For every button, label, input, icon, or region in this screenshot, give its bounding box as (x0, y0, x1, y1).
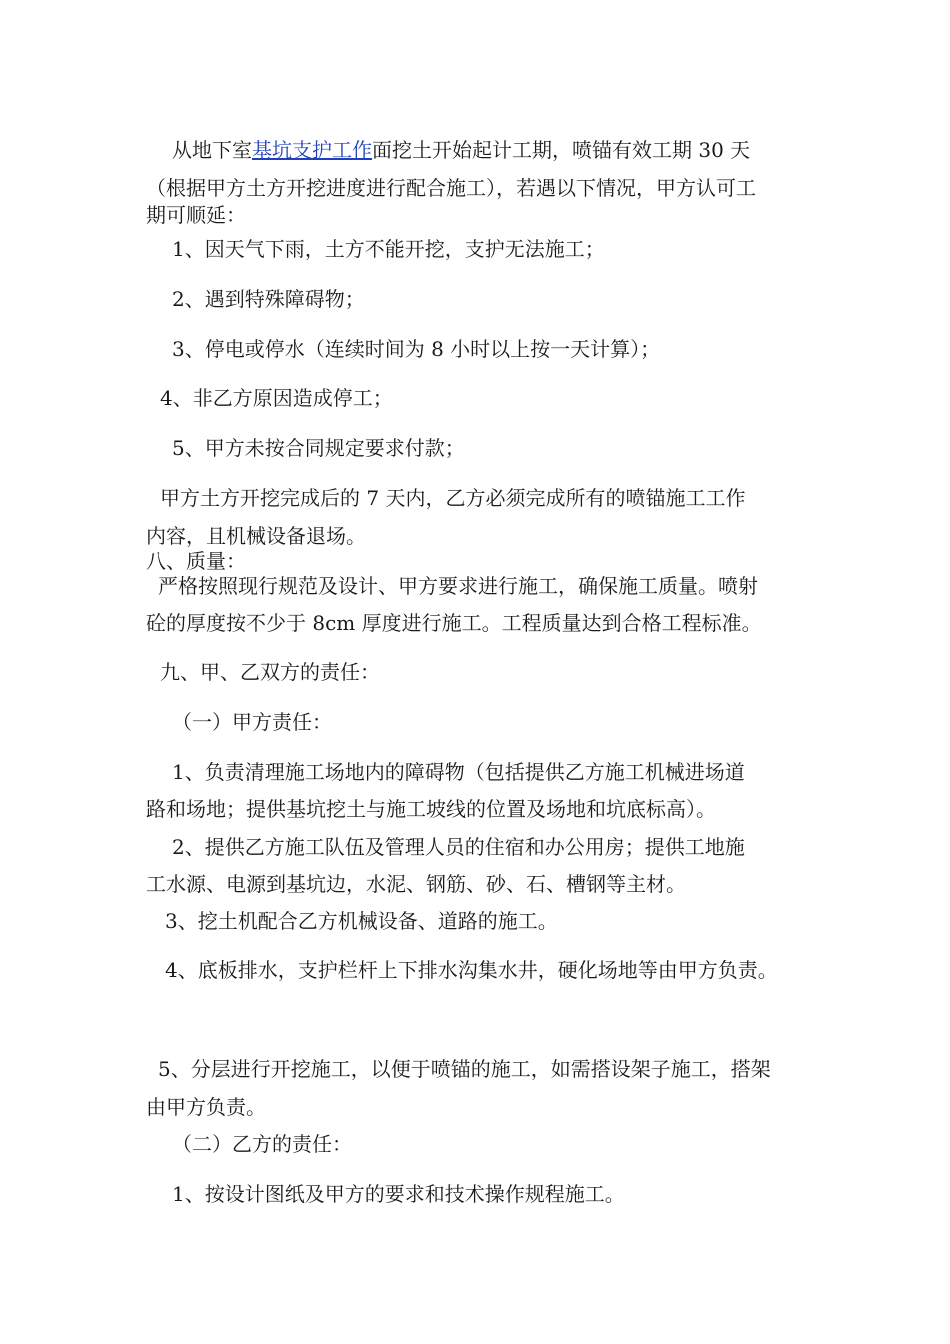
section8-heading: 八、质量： (146, 549, 246, 573)
party-a-item5-line1: 5、分层进行开挖施工，以便于喷锚的施工，如需搭设架子施工，搭架 (158, 1057, 771, 1081)
list-item-5: 5、甲方未按合同规定要求付款； (172, 436, 465, 460)
party-a-item5-line2: 由甲方负责。 (146, 1095, 266, 1119)
party-a-item1-line2: 路和场地；提供基坑挖土与施工坡线的位置及场地和坑底标高）。 (146, 797, 716, 821)
p1-line2: （根据甲方土方开挖进度进行配合施工），若遇以下情况，甲方认可工 (146, 176, 756, 200)
section9-heading: 九、甲、乙双方的责任： (160, 660, 380, 684)
list-item-1: 1、因天气下雨，土方不能开挖，支护无法施工； (172, 237, 605, 261)
p1-text-before: 从地下室 (172, 138, 252, 162)
party-b-item1: 1、按设计图纸及甲方的要求和技术操作规程施工。 (172, 1182, 625, 1206)
list-item-4: 4、非乙方原因造成停工； (160, 386, 393, 410)
section8-line2: 砼的厚度按不少于 8cm 厚度进行施工。工程质量达到合格工程标准。 (146, 611, 762, 635)
p1-text-after: 面挖土开始起计工期，喷锚有效工期 30 天 (372, 138, 751, 162)
section8-line1: 严格按照现行规范及设计、甲方要求进行施工，确保施工质量。喷射 (158, 574, 758, 598)
party-b-subheading: （二）乙方的责任： (172, 1132, 352, 1156)
party-a-subheading: （一）甲方责任： (172, 710, 332, 734)
party-a-item4: 4、底板排水，支护栏杆上下排水沟集水井，硬化场地等由甲方负责。 (165, 958, 778, 982)
p1-line1 (172, 138, 750, 162)
p2-line2: 内容，且机械设备退场。 (146, 524, 366, 548)
p1-line3: 期可顺延： (146, 203, 246, 227)
list-item-3: 3、停电或停水（连续时间为 8 小时以上按一天计算）； (172, 337, 661, 361)
list-item-2: 2、遇到特殊障碍物； (172, 287, 365, 311)
party-a-item3: 3、挖土机配合乙方机械设备、道路的施工。 (165, 909, 558, 933)
foundation-support-link[interactable]: 基坑支护工作 (252, 138, 372, 162)
party-a-item2-line1: 2、提供乙方施工队伍及管理人员的住宿和办公用房；提供工地施 (172, 835, 745, 859)
party-a-item1-line1: 1、负责清理施工场地内的障碍物（包括提供乙方施工机械进场道 (172, 760, 745, 784)
p2-line1: 甲方土方开挖完成后的 7 天内，乙方必须完成所有的喷锚施工工作 (160, 486, 746, 510)
party-a-item2-line2: 工水源、电源到基坑边，水泥、钢筋、砂、石、槽钢等主材。 (146, 872, 686, 896)
